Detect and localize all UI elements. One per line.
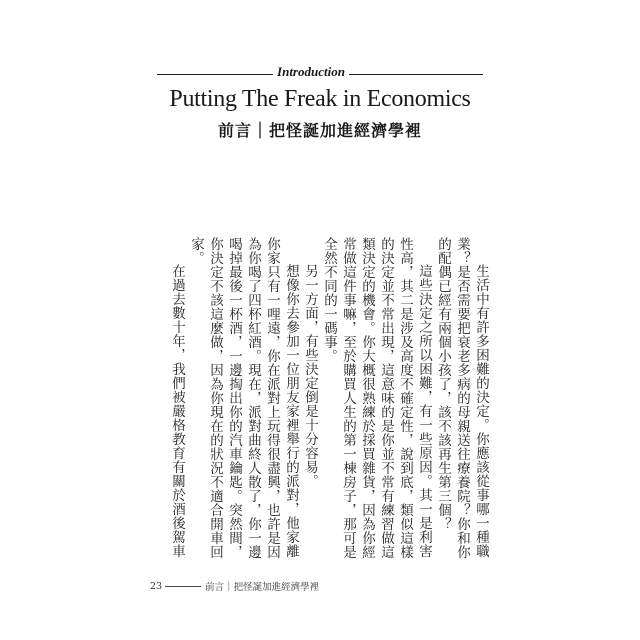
- footer-rule: [165, 586, 201, 587]
- body-text: [150, 237, 490, 565]
- paragraph-5: 在過去數十年，我們被嚴格教育有關於酒後駕車: [169, 264, 185, 558]
- page-subtitle: 前言｜把怪誕加進經濟學裡: [217, 121, 422, 140]
- page-footer: [150, 579, 319, 593]
- header-rule-right: [349, 74, 483, 75]
- running-head: 前言｜把怪誕加進經濟學裡: [205, 582, 320, 593]
- section-kicker: Introduction: [277, 64, 345, 79]
- paragraph-2: 這些決定之所以困難，有一些原因。其一是利害性高，其二是涉及高度不確定性，說到底，類似這樣的決定並不常出現，這意味的是你並不常有練習做這類決定的機會。你大概很熟練於採買雜貨，因為你經常做這件事嘛，至於購買人生的第一棟房子，那可是全然不同的一碼事。: [321, 237, 432, 559]
- page-title: Putting The Freak in Economics: [169, 86, 471, 112]
- page-number: 23: [150, 580, 163, 592]
- header-rule-left: [157, 74, 273, 75]
- paragraph-3: 另一方面，有些決定倒是十分容易。: [302, 264, 318, 488]
- paragraph-4: 想像你去參加一位朋友家裡舉行的派對，他家離你家只有一哩遠，你在派對上玩得很盡興，也許是因為你喝了四杯紅酒。現在，派對曲終人散了，你一邊喝掉最後一杯酒，一邊掏出你的汽車鑰匙。突然間，你決定不該這麼做，因為你現在的狀況不適合開車回家。: [188, 237, 299, 559]
- paragraph-1: 生活中有許多困難的決定。你應該從事哪一種職業？是否需要把衰老多病的母親送往療養院？你和你的配偶已經有兩個小孩了，該不該再生第三個？: [435, 237, 489, 559]
